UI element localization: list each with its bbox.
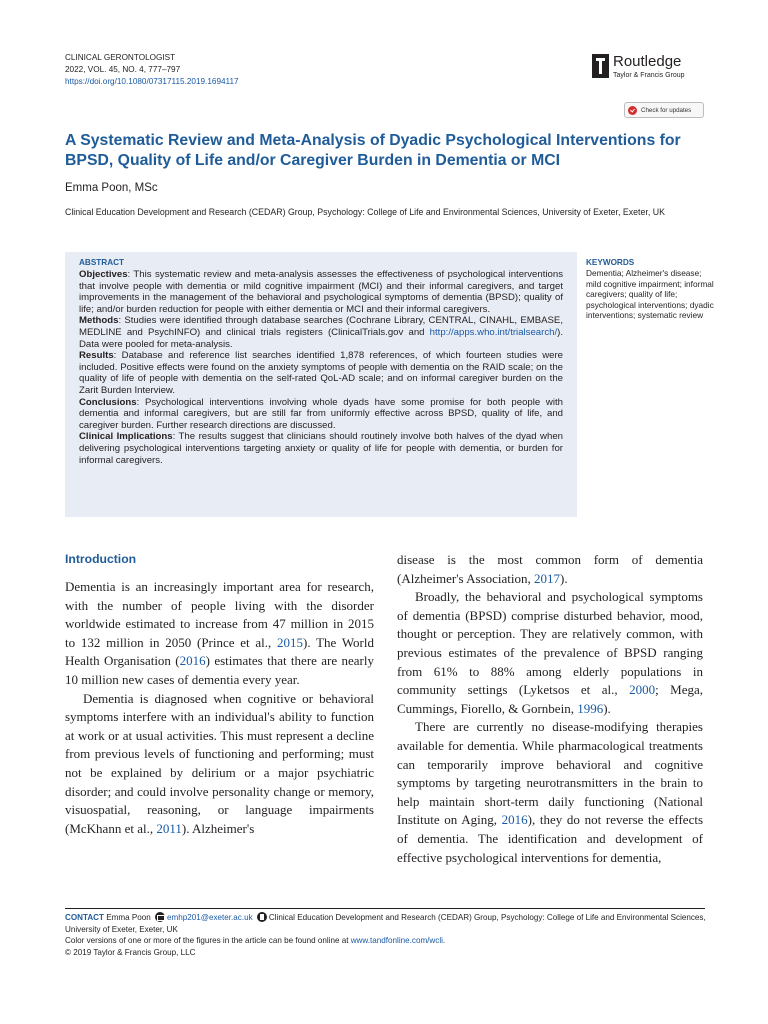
check-for-updates-label: Check for updates xyxy=(641,106,692,114)
email-icon xyxy=(155,912,165,922)
check-icon xyxy=(628,106,637,115)
color-note-text: Color versions of one or more of the figures in the article can be found online at xyxy=(65,936,351,945)
p2-text-2: ). Alzheimer's xyxy=(181,820,255,836)
article-author: Emma Poon, MSc xyxy=(65,182,158,194)
ref-alzheimers-2017[interactable]: 2017 xyxy=(534,570,561,586)
p2-text: Dementia is diagnosed when cognitive or behavioral symptoms interfere with an individual's ability to function at work or at usual activities. This must represent a decline from previous levels of functioning and performing; must not be explained by delirium or a major psychiatric disorder; and could involve personality change or memory, visuospatial, reasoning, or language impairments (McKhann et al., xyxy=(65,690,374,836)
intro-paragraph-1 xyxy=(65,578,374,690)
publisher-subtitle: Taylor & Francis Group xyxy=(613,72,685,79)
body-column-right xyxy=(397,551,703,867)
color-note-end: . xyxy=(442,936,446,945)
methods-text-end: ). Data were pooled for meta-analysis. xyxy=(79,326,563,350)
abstract-heading: ABSTRACT xyxy=(79,258,125,267)
intro-paragraph-3 xyxy=(397,551,703,588)
journal-info xyxy=(65,52,239,88)
objectives-label: Objectives xyxy=(79,269,128,280)
contact-line xyxy=(65,912,715,935)
doi-link[interactable]: https://doi.org/10.1080/07317115.2019.1694117 xyxy=(65,77,239,86)
intro-paragraph-4 xyxy=(397,588,703,718)
r3-text-2: ), they do not reverse the effects of dementia. The identification and development of effective psychological interventions for dementia, xyxy=(397,812,704,865)
taylor-francis-logo-icon xyxy=(592,54,609,78)
results-label: Results xyxy=(79,350,114,362)
keywords-heading: KEYWORDS xyxy=(586,258,635,267)
r2-text-3: ). xyxy=(603,700,611,716)
p1-text-2: ). The World Health Organisation ( xyxy=(65,634,374,669)
keywords-list: Dementia; Alzheimer's disease; mild cognitive impairment; informal caregivers; quality of life; psychological interventions; dyadic interventions; systematic review xyxy=(586,268,714,321)
objectives-text: : This systematic review and meta-analysis assesses the effectiveness of psychological interventions that involve people with dementia or mild cognitive impairment (MCI) and their informal caregivers, and target improvements in the management of the behavioral and psychological symptoms of dementia (BPSD); quality of life; and/or burden reduction for people with either dementia or MCI and their informal caregivers. xyxy=(79,269,563,315)
ref-nia-2016[interactable]: 2016 xyxy=(501,812,528,828)
implications-label: Clinical Implications xyxy=(79,431,173,443)
copyright: © 2019 Taylor & Francis Group, LLC xyxy=(65,947,196,957)
methods-label: Methods xyxy=(79,315,119,327)
r1-text: disease is the most common form of dementia (Alzheimer's Association, xyxy=(397,552,703,586)
abstract-methods xyxy=(79,315,563,350)
r2-text: Broadly, the behavioral and psychological symptoms of dementia (BPSD) comprise disturbed behavior, mood, thought or perception. They are relatively common, with previous estimates of the prevalence of BPSD ranging from 61% to 88% among elderly populations in community settings (Lyketsos et al., xyxy=(397,589,703,698)
methods-text: : Studies were identified through database searches (Cochrane Library, CENTRAL, CINAHL, EMBASE, MEDLINE and PsychINFO) and clinical trials registers (ClinicalTrials.gov and xyxy=(79,315,563,338)
author-affiliation: Clinical Education Development and Research (CEDAR) Group, Psychology: College of Life and Environmental Sciences, University of Exeter, Exeter, UK xyxy=(65,207,665,217)
contact-label: CONTACT xyxy=(65,913,104,922)
intro-paragraph-5 xyxy=(397,718,703,867)
ref-lyketsos-2000[interactable]: 2000 xyxy=(629,682,656,698)
article-title: A Systematic Review and Meta-Analysis of Dyadic Psychological Interventions for BPSD, Quality of Life and/or Caregiver Burden in Dementia or MCI xyxy=(65,132,681,169)
introduction-heading: Introduction xyxy=(65,552,137,566)
ref-mckhann-2011[interactable]: 2011 xyxy=(156,820,182,836)
footer-notes xyxy=(65,912,715,958)
r1-text-2: ). xyxy=(560,570,568,586)
abstract-objectives xyxy=(79,269,563,315)
abstract-box xyxy=(65,252,577,517)
abstract-results xyxy=(79,350,563,396)
publisher-logo xyxy=(592,52,704,82)
abstract-conclusions xyxy=(79,397,563,432)
tandfonline-link[interactable]: www.tandfonline.com/wcli xyxy=(350,936,443,945)
conclusions-text: : Psychological interventions involving whole dyads have some promise for both people with dementia and informal caregivers, but are still far from uniformly effective across BPSD, quality of life, and caregiver burden. Further research directions are discussed. xyxy=(79,396,563,431)
results-text: : Database and reference list searches identified 1,878 references, of which fourteen studies were included. Positive effects were found on the anxiety symptoms of people with dementia on the RAID scale; on the quality of life of people with dementia on the self-rated QoL-AD scale; and on informal caregiver burden on the Zarit Burden Interview. xyxy=(79,350,563,396)
ref-prince-2015[interactable]: 2015 xyxy=(277,634,304,650)
intro-paragraph-2 xyxy=(65,690,374,839)
abstract-implications xyxy=(79,431,563,466)
r2-text-2: ; Mega, Cummings, Fiorello, & Gornbein, xyxy=(397,682,703,716)
abstract-body xyxy=(79,269,563,466)
r3-text: There are currently no disease-modifying therapies available for dementia. While pharmacological treatments can temporarily improve behavioral and cognitive symptoms by targeting neurotransmitters in the brain to help maintain short-term daily functioning (National Institute on Aging, xyxy=(397,719,703,828)
color-note xyxy=(65,935,715,947)
contact-name: Emma Poon xyxy=(106,913,151,922)
conclusions-label: Conclusions xyxy=(79,396,137,408)
footer-divider xyxy=(65,908,705,909)
ref-who-2016[interactable]: 2016 xyxy=(179,653,206,669)
p1-text-3: ) estimates that there are nearly 10 million new cases of dementia every year. xyxy=(65,653,375,687)
address-icon xyxy=(257,912,267,922)
implications-text: : The results suggest that clinicians should routinely involve both halves of the dyad when delivering psychological interventions targeting anxiety or quality of life for people with dementia, or burden for informal caregivers. xyxy=(79,431,563,466)
publisher-name: Routledge xyxy=(613,53,682,70)
ref-mega-1996[interactable]: 1996 xyxy=(577,700,604,716)
trialsearch-link[interactable]: http://apps.who.int/trialsearch/ xyxy=(429,326,558,338)
keywords-panel xyxy=(586,258,716,321)
contact-address: Clinical Education Development and Research (CEDAR) Group, Psychology: College of Life and Environmental Sciences, University of Exeter, Exeter, UK xyxy=(65,913,706,934)
p1-text: Dementia is an increasingly important area for research, with the number of people living with the disorder worldwide estimated to increase from 47 million in 2015 to 132 million in 2050 (Prince et al., xyxy=(65,579,374,650)
journal-name: CLINICAL GERONTOLOGIST xyxy=(65,53,176,62)
body-column-left xyxy=(65,578,374,838)
contact-email-link[interactable]: emhp201@exeter.ac.uk xyxy=(167,913,253,922)
check-for-updates-button[interactable] xyxy=(624,102,704,118)
journal-volume: 2022, VOL. 45, NO. 4, 777–797 xyxy=(65,65,181,74)
